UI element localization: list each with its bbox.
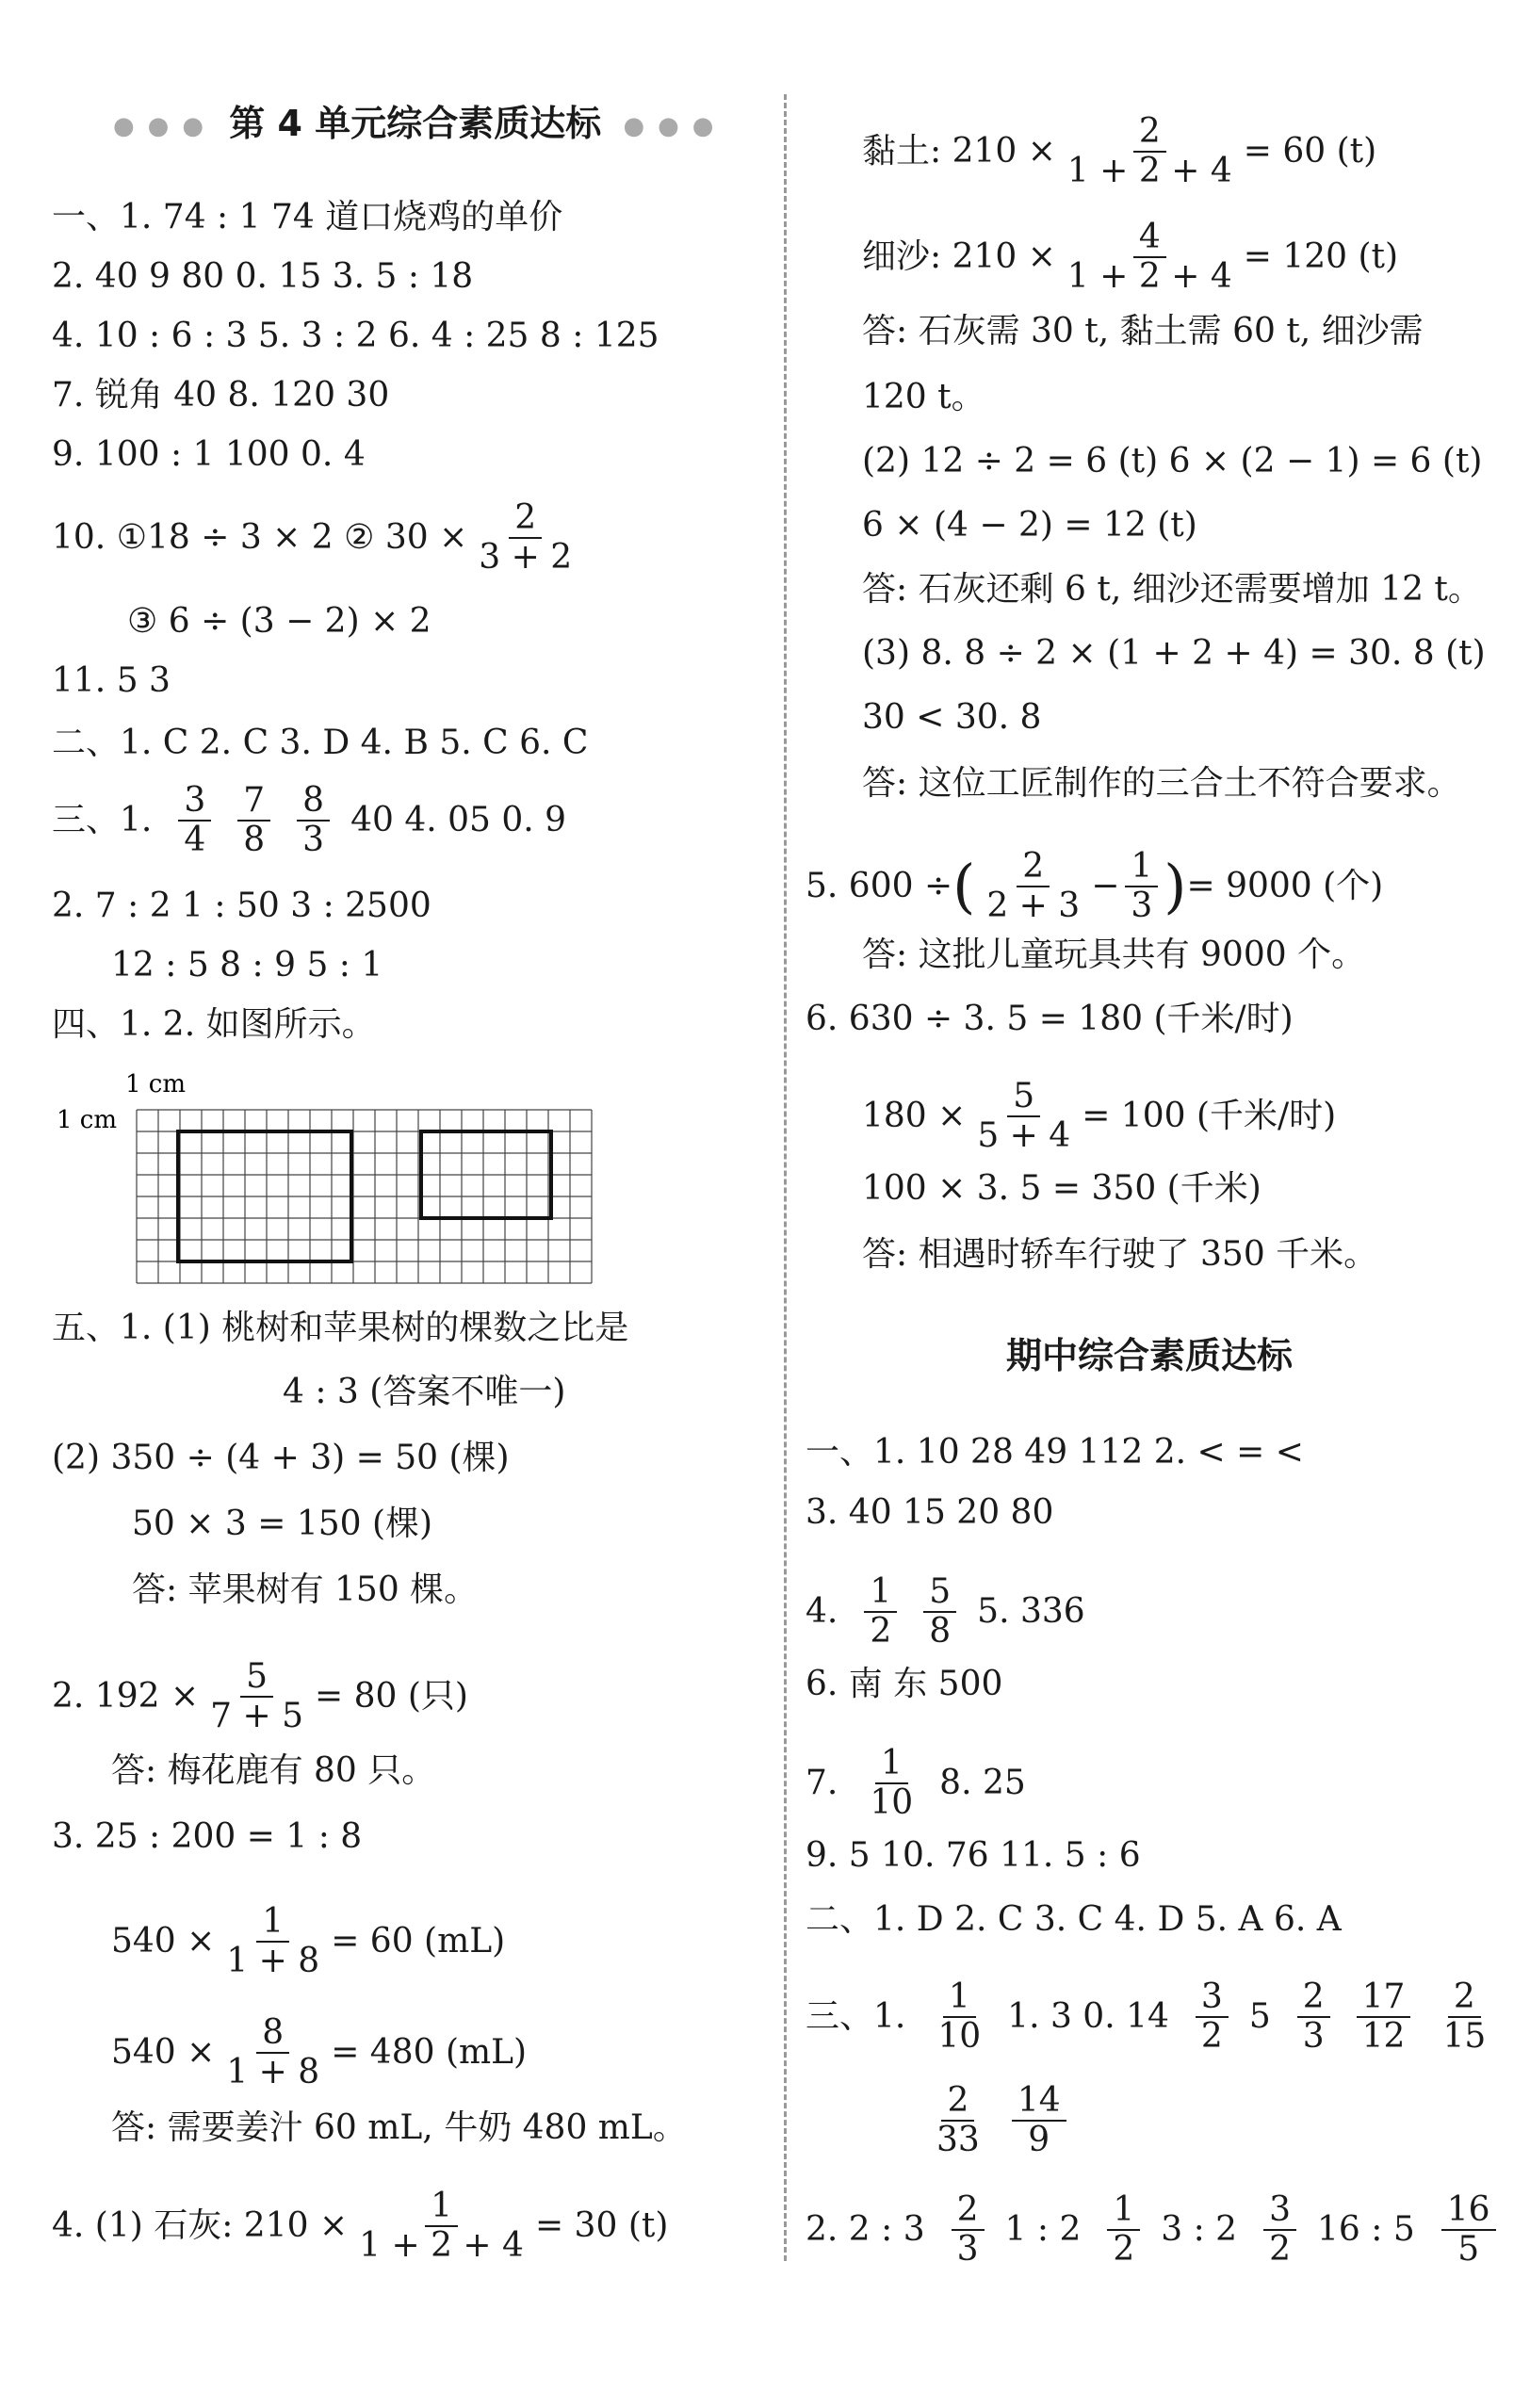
m5-rest: 8. 25	[939, 1764, 1026, 1802]
m-line1: 一、1. 10 28 49 112 2. < = <	[806, 1433, 1304, 1472]
s5-q3-line1: 3. 25 : 200 = 1 : 8	[52, 1817, 363, 1856]
numerator: 2	[1017, 848, 1050, 887]
r-line5: (2) 12 ÷ 2 = 6 (t) 6 × (2 − 1) = 6 (t)	[862, 442, 1483, 480]
q4-text: 4. (1) 石灰: 210 ×	[52, 2206, 349, 2245]
q3-result1: = 60 (mL)	[331, 1922, 506, 1961]
s5-line1: 五、1. (1) 桃树和苹果树的棵数之比是	[52, 1309, 629, 1347]
r-q5	[806, 848, 1383, 925]
numerator: 5	[240, 1658, 273, 1698]
denominator: 1 + 8	[226, 1942, 320, 1980]
r-line3: 答: 石灰需 30 t, 黏土需 60 t, 细沙需	[862, 312, 1424, 350]
column-divider	[784, 94, 787, 2261]
grid-figure	[52, 1069, 598, 1295]
fraction	[178, 782, 211, 859]
fraction	[1263, 2191, 1296, 2269]
s2-line1: 二、1. C 2. C 3. D 4. B 5. C 6. C	[52, 724, 589, 762]
fraction	[952, 2191, 985, 2269]
fraction	[923, 1573, 956, 1651]
m-line4: 6. 南 东 500	[806, 1665, 1003, 1703]
denominator: 3 + 2	[479, 538, 573, 577]
fraction	[473, 499, 578, 577]
denominator: 7 + 5	[210, 1697, 303, 1735]
numerator: 1	[256, 1903, 289, 1943]
numerator: 1	[875, 1745, 908, 1784]
r2-text: 细沙: 210 ×	[862, 237, 1056, 276]
r-line1	[862, 113, 1376, 190]
m5-label: 7.	[806, 1764, 838, 1802]
numerator: 1	[1125, 848, 1158, 887]
numerator: 3	[1263, 2191, 1296, 2231]
s5-q3-line3	[111, 2014, 527, 2091]
numerator: 2	[952, 2191, 985, 2231]
s3-line1-label: 三、1.	[52, 801, 153, 839]
r-line9: 30 < 30. 8	[862, 698, 1042, 737]
denominator: 9	[1028, 2121, 1050, 2159]
denominator: 1 + 2 + 4	[1066, 257, 1232, 296]
fraction	[1297, 1978, 1330, 2056]
open-paren: (	[952, 852, 976, 920]
q3-expr1: 540 ×	[111, 1922, 216, 1961]
numerator: 3	[178, 782, 211, 822]
numerator: 5	[923, 1573, 956, 1613]
q4-result: = 30 (t)	[534, 2206, 669, 2245]
fraction	[1062, 113, 1238, 190]
denominator: 10	[870, 1783, 914, 1822]
denominator: 3	[1131, 887, 1153, 925]
numerator: 8	[256, 2014, 289, 2054]
denominator: 3	[302, 821, 325, 859]
q6-result: = 100 (千米/时)	[1082, 1097, 1337, 1135]
numerator: 1	[864, 1573, 897, 1613]
fraction	[971, 1078, 1076, 1155]
s5-q3-answer: 答: 需要姜汁 60 mL, 牛奶 480 mL。	[111, 2108, 687, 2147]
s1-line8: 11. 5 3	[52, 661, 171, 700]
s1-line5: 9. 100 : 1 100 0. 4	[52, 435, 366, 474]
denominator: 2	[1113, 2230, 1135, 2269]
fraction	[1062, 219, 1238, 296]
r-q6-line2	[862, 1078, 1336, 1155]
q2-text: 2. 192 ×	[52, 1677, 200, 1716]
fraction	[297, 782, 330, 859]
q2-result: = 80 (只)	[314, 1677, 468, 1716]
grid-label-top: 1 cm	[125, 1070, 187, 1098]
numerator: 2	[1133, 113, 1166, 153]
m-line9	[925, 2082, 1072, 2159]
s5-line5: 答: 苹果树有 150 棵。	[132, 1570, 479, 1609]
denominator: 33	[936, 2121, 980, 2159]
fraction	[1437, 1978, 1491, 2056]
r-q6-line1: 6. 630 ÷ 3. 5 = 180 (千米/时)	[806, 1000, 1294, 1038]
title-dots-right: ●●●	[623, 111, 727, 140]
numerator: 7	[237, 782, 270, 822]
midterm-title: 期中综合素质达标	[1006, 1335, 1294, 1376]
r-line6: 6 × (4 − 2) = 12 (t)	[862, 506, 1197, 545]
s5-line2: 4 : 3 (答案不唯一)	[283, 1373, 566, 1411]
denominator: 8	[929, 1612, 952, 1651]
numerator: 14	[1012, 2082, 1066, 2122]
m-line10	[806, 2191, 1502, 2269]
numerator: 1	[1107, 2191, 1140, 2231]
r1-result: = 60 (t)	[1243, 132, 1377, 171]
m-line6: 9. 5 10. 76 11. 5 : 6	[806, 1836, 1141, 1875]
m10-ratio1: 2. 2 : 3	[806, 2210, 925, 2249]
r-line10: 答: 这位工匠制作的三合土不符合要求。	[862, 764, 1461, 803]
m10-ratio3: 3 : 2	[1161, 2210, 1238, 2249]
m8-label: 三、1.	[806, 1997, 906, 2036]
denominator: 1 + 2 + 4	[1066, 152, 1232, 190]
denominator: 10	[937, 2017, 982, 2056]
numerator: 16	[1441, 2191, 1496, 2231]
denominator: 12	[1361, 2017, 1406, 2056]
s5-q2-answer: 答: 梅花鹿有 80 只。	[111, 1751, 436, 1790]
r-line7: 答: 石灰还剩 6 t, 细沙还需要增加 12 t。	[862, 570, 1482, 609]
denominator: 2	[1269, 2230, 1291, 2269]
m8-decimals: 1. 3 0. 14	[1007, 1997, 1169, 2036]
denominator: 2	[870, 1612, 892, 1651]
denominator: 15	[1442, 2017, 1487, 2056]
r-line2	[862, 219, 1398, 296]
title-dots-left: ●●●	[113, 111, 218, 140]
numerator: 4	[1133, 219, 1166, 258]
denominator: 5 + 4	[977, 1116, 1071, 1155]
numerator: 2	[509, 499, 542, 539]
s3-line2: 2. 7 : 2 1 : 50 3 : 2500	[52, 887, 431, 925]
fraction	[1441, 2191, 1496, 2269]
m10-ratio4: 16 : 5	[1317, 2210, 1415, 2249]
grid-lines	[137, 1110, 592, 1283]
fraction	[931, 2082, 985, 2159]
m-line8	[806, 1978, 1497, 2056]
m8-five: 5	[1248, 1997, 1271, 2036]
minus-sign: −	[1091, 867, 1120, 905]
s5-q4-line1	[52, 2188, 668, 2265]
numerator: 3	[1196, 1978, 1229, 2018]
denominator: 1 + 2 + 4	[359, 2226, 524, 2265]
denominator: 2	[1200, 2017, 1223, 2056]
fraction	[864, 1745, 919, 1822]
denominator: 3	[956, 2230, 979, 2269]
r1-text: 黏土: 210 ×	[862, 132, 1056, 171]
r-line4: 120 t。	[862, 378, 985, 416]
denominator: 1 + 8	[226, 2053, 320, 2091]
m-line5	[806, 1745, 1026, 1822]
s5-q2	[52, 1658, 468, 1735]
s4-line1: 四、1. 2. 如图所示。	[52, 1005, 376, 1044]
m3-label: 4.	[806, 1592, 838, 1631]
denominator: 3	[1302, 2017, 1325, 2056]
numerator: 1	[425, 2188, 458, 2227]
s1-line4: 7. 锐角 40 8. 120 30	[52, 376, 390, 415]
m-line2: 3. 40 15 20 80	[806, 1493, 1054, 1532]
fraction	[864, 1573, 897, 1651]
r-q6-line3: 100 × 3. 5 = 350 (千米)	[862, 1169, 1261, 1208]
unit4-title-row	[113, 94, 727, 146]
s1-line3: 4. 10 : 6 : 3 5. 3 : 2 6. 4 : 25 8 : 125	[52, 317, 659, 355]
numerator: 1	[943, 1978, 976, 2018]
s3-line3: 12 : 5 8 : 9 5 : 1	[111, 946, 383, 984]
numerator: 2	[1448, 1978, 1481, 2018]
fraction	[353, 2188, 529, 2265]
q3-result2: = 480 (mL)	[331, 2033, 528, 2072]
r-q5-answer: 答: 这批儿童玩具共有 9000 个。	[862, 936, 1366, 974]
fraction	[220, 2014, 325, 2091]
numerator: 17	[1357, 1978, 1411, 2018]
fraction	[1107, 2191, 1140, 2269]
r-q6-answer: 答: 相遇时轿车行驶了 350 千米。	[862, 1235, 1378, 1274]
numerator: 2	[1297, 1978, 1330, 2018]
s5-q3-line2	[111, 1903, 505, 1980]
s1-line2: 2. 40 9 80 0. 15 3. 5 : 18	[52, 257, 474, 296]
fraction	[220, 1903, 325, 1980]
grid-label-left: 1 cm	[57, 1106, 118, 1134]
s1-line6	[52, 499, 583, 577]
close-paren: )	[1164, 852, 1187, 920]
s1-line1: 一、1. 74 : 1 74 道口烧鸡的单价	[52, 198, 563, 236]
denominator: 8	[243, 821, 266, 859]
fraction	[237, 782, 270, 859]
numerator: 5	[1007, 1078, 1040, 1117]
numerator: 8	[297, 782, 330, 822]
r2-result: = 120 (t)	[1243, 237, 1399, 276]
q3-expr2: 540 ×	[111, 2033, 216, 2072]
fraction	[204, 1658, 309, 1735]
m-line7: 二、1. D 2. C 3. C 4. D 5. A 6. A	[806, 1900, 1342, 1939]
s1-line6-text: 10. ①18 ÷ 3 × 2 ② 30 ×	[52, 518, 468, 557]
denominator: 2 + 3	[986, 887, 1081, 925]
fraction	[1196, 1978, 1229, 2056]
fraction	[1012, 2082, 1066, 2159]
denominator: 5	[1457, 2230, 1480, 2269]
s5-line3: (2) 350 ÷ (4 + 3) = 50 (棵)	[52, 1439, 510, 1477]
unit4-title: 第 4 单元综合素质达标	[229, 103, 602, 144]
q5-text: 5. 600 ÷	[806, 867, 953, 905]
fraction	[932, 1978, 986, 2056]
q6-expr: 180 ×	[862, 1097, 967, 1135]
fraction	[1357, 1978, 1411, 2056]
m3-rest: 5. 336	[977, 1592, 1085, 1631]
q5-result: = 9000 (个)	[1186, 867, 1384, 905]
denominator: 4	[184, 821, 206, 859]
fraction	[1125, 848, 1158, 925]
s3-line1	[52, 782, 566, 859]
s5-line4: 50 × 3 = 150 (棵)	[132, 1505, 433, 1543]
s1-line7: ③ 6 ÷ (3 − 2) × 2	[127, 602, 431, 641]
numerator: 2	[941, 2082, 974, 2122]
s3-line1-rest: 40 4. 05 0. 9	[350, 801, 567, 839]
m10-ratio2: 1 : 2	[1004, 2210, 1082, 2249]
fraction	[981, 848, 1085, 925]
r-line8: (3) 8. 8 ÷ 2 × (1 + 2 + 4) = 30. 8 (t)	[862, 634, 1486, 673]
m-line3	[806, 1573, 1085, 1651]
